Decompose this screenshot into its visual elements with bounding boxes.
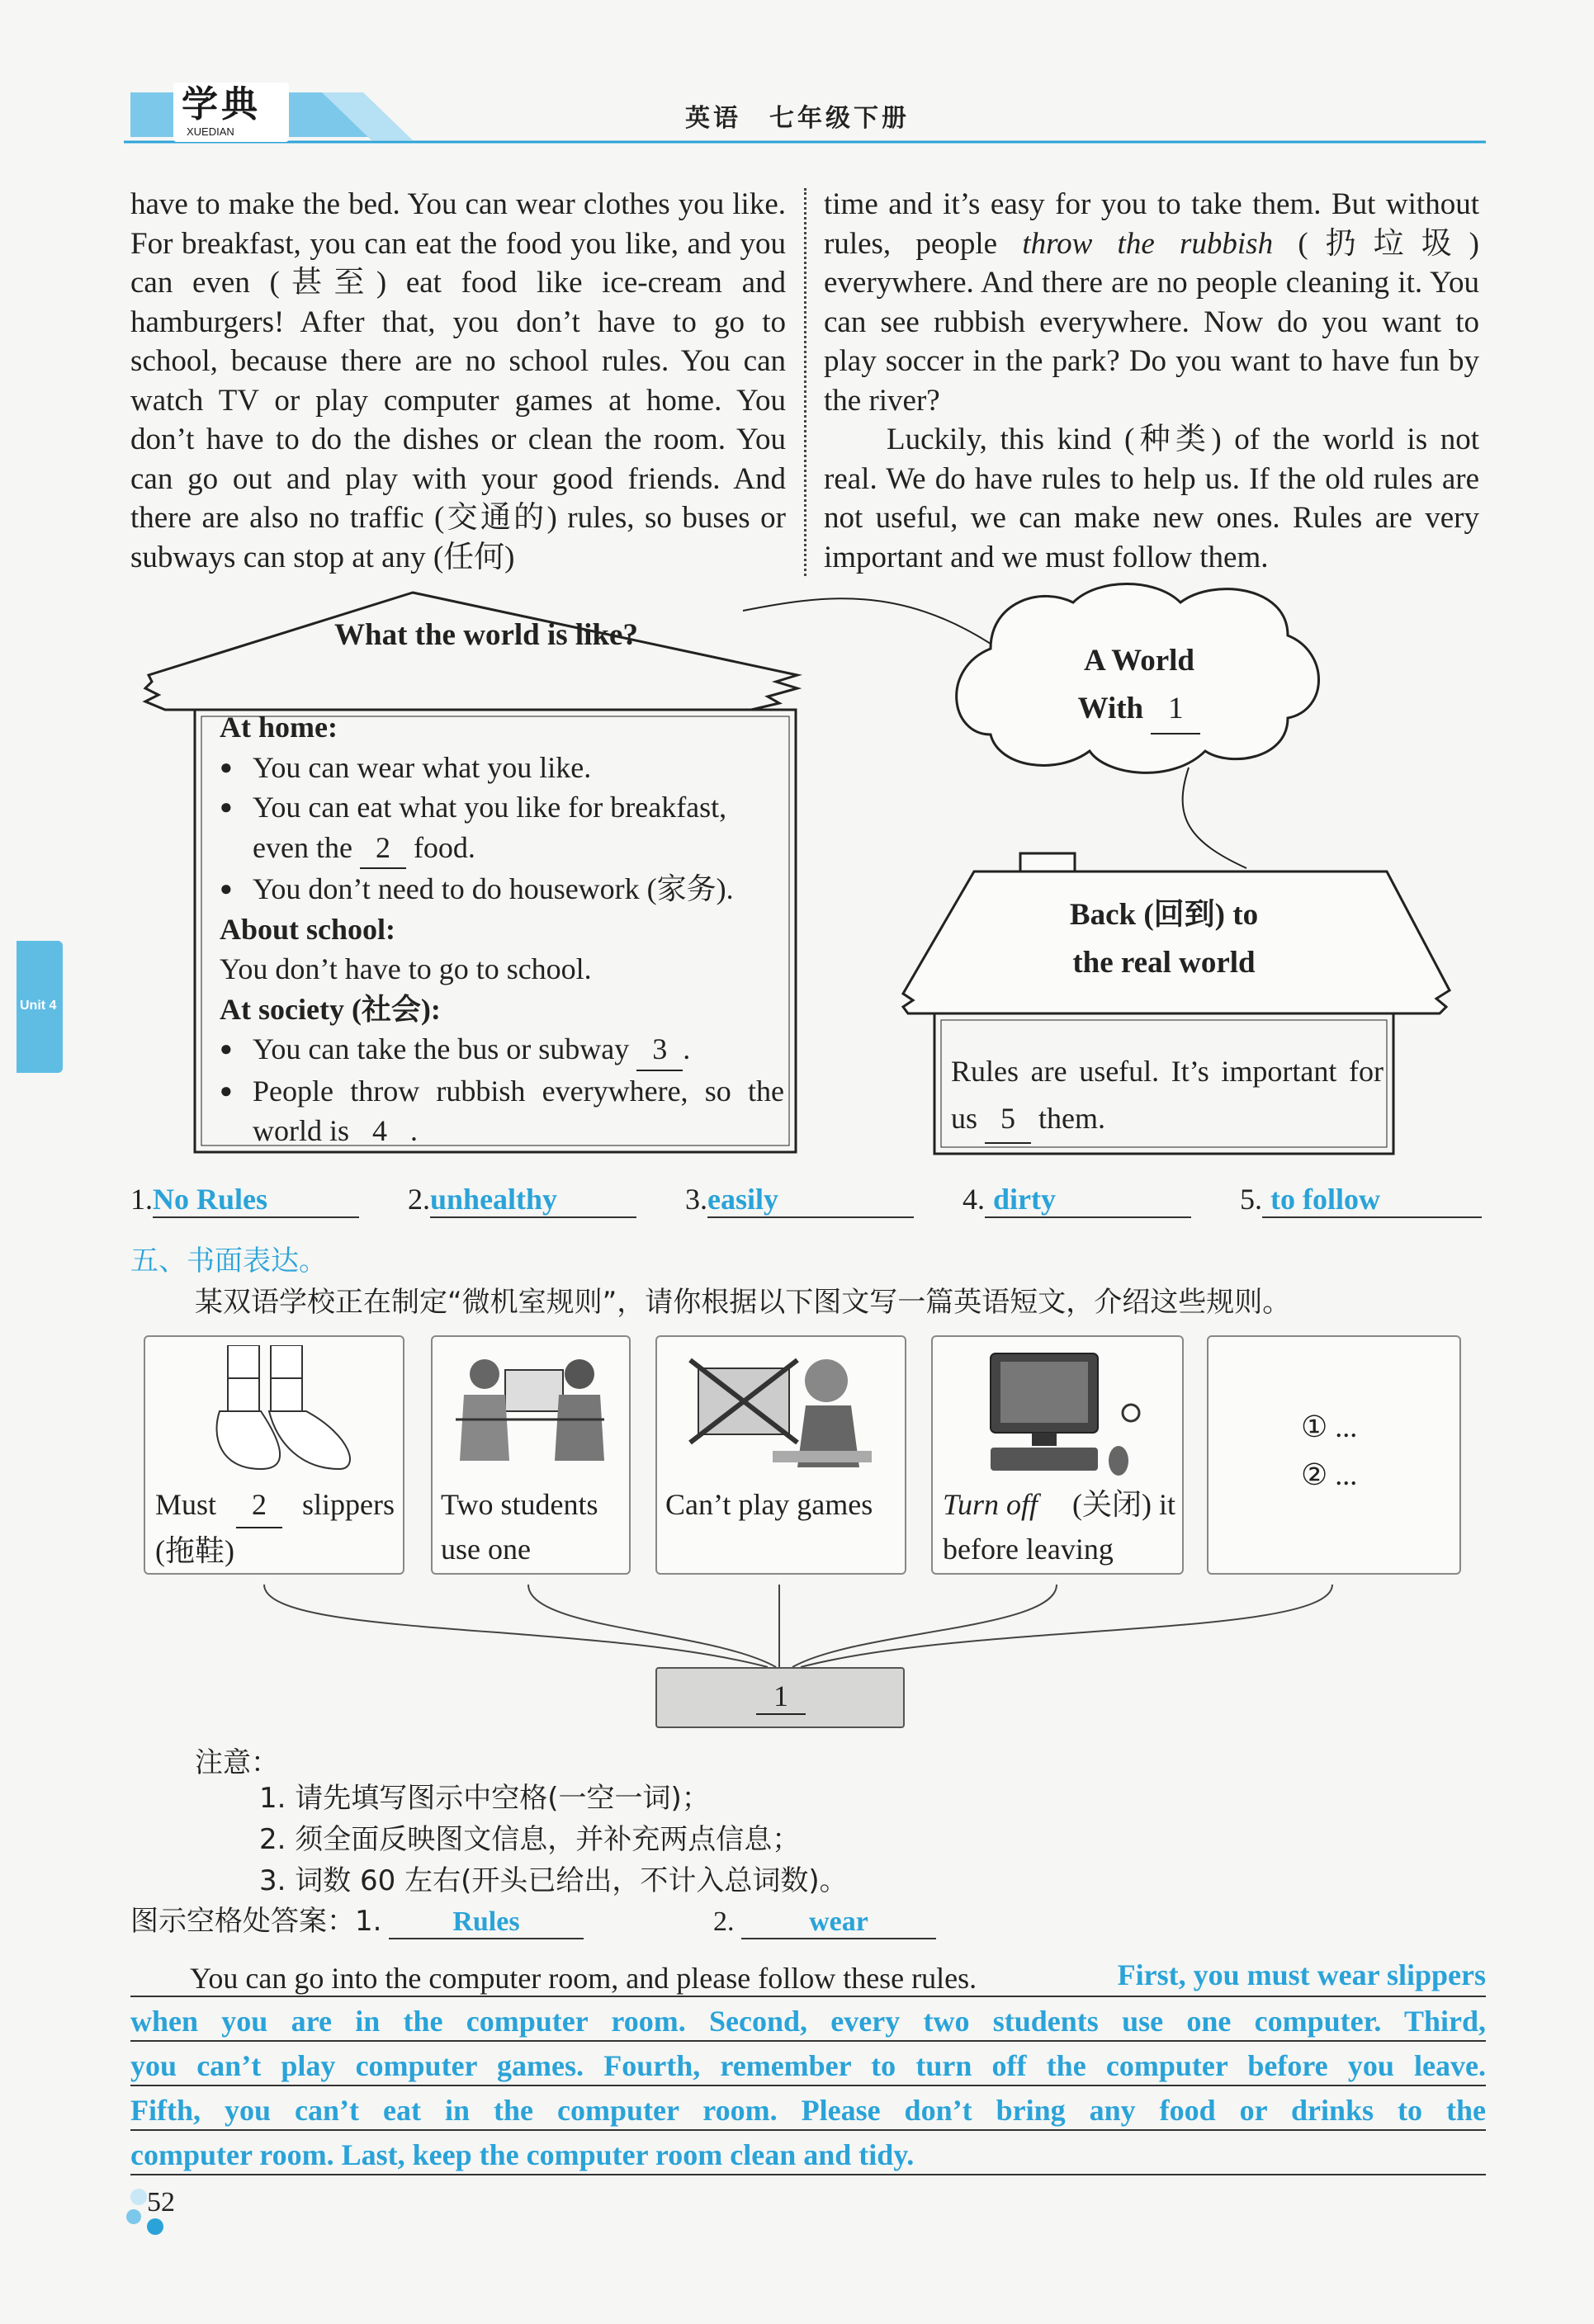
answers-row xyxy=(130,1182,1486,1231)
house-2-text: Rules are useful. It’s important for us 5 them. xyxy=(951,1048,1384,1144)
house-2-title-line-1: Back (回到) to xyxy=(1069,898,1259,932)
note-2: 2. 须全面反映图文信息，并补充两点信息； xyxy=(259,1823,801,1856)
subject-label: 英语 七年级下册 xyxy=(685,104,910,133)
blank-5: 5 xyxy=(985,1095,1031,1144)
blank-2: 2 xyxy=(360,828,406,870)
slippers-illustration xyxy=(195,1345,360,1486)
unit-side-tab-label: Unit 4 xyxy=(20,999,57,1013)
at-society-heading: At society (社会): xyxy=(220,992,441,1026)
section-5-prompt: 某双语学校正在制定“微机室规则”，请你根据以下图文写一篇英语短文，介绍这些规则。 xyxy=(195,1286,1291,1319)
notes-title: 注意： xyxy=(195,1746,279,1779)
passage-right-column xyxy=(824,185,1479,577)
essay-answer-1: First, you must wear slippers xyxy=(1117,1958,1486,1991)
card-extra-item-1: ① ... xyxy=(1301,1410,1358,1443)
essay-line-3: you can’t play computer games. Fourth, remember to turn off the computer before you leave. xyxy=(130,2040,1486,2086)
house-2-title xyxy=(999,891,1329,987)
answer-3: 3.easily xyxy=(685,1182,921,1218)
essay-start: You can go into the computer room, and please follow these rules. xyxy=(190,1962,977,1995)
society-item-2: ● People throw rubbish everywhere, so the world is 4 . xyxy=(220,1071,784,1153)
essay-line-5: computer room. Last, keep the computer room clean and tidy. xyxy=(130,2129,1486,2175)
passage-right-paragraph-2: Luckily, this kind (种类) of the world is not real. We do have rules to help us. If the old rules are not useful, we can make new ones. Rules are very important and we must follow them. xyxy=(824,423,1479,574)
card-no-games xyxy=(655,1335,906,1575)
essay-line-4: Fifth, you can’t eat in the computer room. Please don’t bring any food or drinks to the xyxy=(130,2085,1486,2131)
blank-answers-row: 图示空格处答案：1. Rules 2. wear xyxy=(130,1898,936,1939)
card-slippers-caption: Must 2 slippers (拖鞋) xyxy=(155,1482,395,1573)
society-list xyxy=(220,1029,784,1153)
house-2-title-line-2: the real world xyxy=(1072,946,1256,980)
center-box-blank: 1 xyxy=(756,1679,806,1715)
column-divider xyxy=(804,188,806,576)
notes-list xyxy=(259,1778,848,1901)
card-turn-off-caption: Turn off (关闭) it before leaving xyxy=(943,1488,1175,1566)
blank-answer-2: wear xyxy=(741,1906,936,1939)
cloud-text xyxy=(1065,637,1213,735)
cloud-line-1: A World xyxy=(1084,644,1194,678)
essay-line-2: when you are in the computer room. Second, every two students use one computer. Third, xyxy=(130,1996,1486,2042)
card-slippers xyxy=(144,1335,404,1575)
about-school-heading: About school: xyxy=(220,912,396,946)
blank-1: 1 xyxy=(1151,685,1200,735)
page-number: 52 xyxy=(147,2187,175,2218)
card-extra xyxy=(1207,1335,1461,1575)
logo-subtitle: XUEDIAN xyxy=(187,125,234,138)
card-two-students xyxy=(431,1335,631,1575)
blank-answer-1: Rules xyxy=(389,1906,584,1939)
connector-cloud-house xyxy=(1183,768,1246,868)
students-illustration xyxy=(447,1345,613,1486)
card-two-students-caption: Two students use one xyxy=(441,1488,598,1566)
passage-left-text: have to make the bed. You can wear clothes you like. For breakfast, you can eat the food you like, and you can even (甚至) eat food like ice-cream and hamburgers! After that, you don’t have to go to school, because there are no school rules. You can watch TV or play computer games at home. You don’t have to do the dishes or clean the room. You can go out and play with your good friends. And there are also no traffic (交通的) rules, so buses or subways can stop at any (任何) xyxy=(130,187,786,574)
home-item-1: ● You can wear what you like. xyxy=(220,748,784,788)
page-header xyxy=(124,83,1486,149)
house-1-title: What the world is like? xyxy=(334,618,638,652)
computer-illustration xyxy=(982,1345,1147,1486)
home-item-3: ● You don’t need to do housework (家务). xyxy=(220,869,784,909)
center-box xyxy=(655,1667,905,1728)
answer-2: 2.unhealthy xyxy=(408,1182,644,1218)
house-2-chimney xyxy=(1020,853,1075,873)
card-extra-item-2: ② ... xyxy=(1301,1458,1358,1491)
passage-left-column xyxy=(130,185,786,577)
answer-1: 1.No Rules xyxy=(130,1182,367,1218)
note-1: 1. 请先填写图示中空格(一空一词)； xyxy=(259,1782,710,1815)
connector-house-cloud xyxy=(743,598,991,644)
card-turn-off xyxy=(931,1335,1184,1575)
house-1-content xyxy=(220,707,784,1153)
no-games-illustration xyxy=(674,1344,888,1484)
school-item-1: You don’t have to go to school. xyxy=(220,952,592,985)
cloud-line-2: With 1 xyxy=(1065,685,1213,735)
passage-right-paragraph-1: time and it’s easy for you to take them. But without rules, people throw the rubbish (扔垃圾) everywhere. And there are no people cleaning it. You can see rubbish everywhere. Now do you want to play soccer in the park? Do you want to have fun by the river? xyxy=(824,187,1480,418)
note-3: 3. 词数 60 左右(开头已给出，不计入总词数)。 xyxy=(259,1864,848,1897)
answer-4: 4. dirty xyxy=(963,1182,1199,1218)
blank-3: 3 xyxy=(636,1029,683,1071)
home-item-2: ● You can eat what you like for breakfast, even the 2 food. xyxy=(220,787,784,869)
logo-badge xyxy=(173,83,289,142)
card-no-games-caption: Can’t play games xyxy=(665,1488,873,1521)
logo-title: 学典 xyxy=(182,83,261,125)
card-blank-2: 2 xyxy=(236,1482,282,1528)
society-item-1: ● You can take the bus or subway 3 . xyxy=(220,1029,784,1071)
blank-4: 4 xyxy=(357,1111,403,1153)
at-home-heading: At home: xyxy=(220,711,338,744)
answer-5: 5. to follow xyxy=(1240,1182,1486,1218)
section-5-heading: 五、书面表达。 xyxy=(130,1245,327,1278)
home-list xyxy=(220,748,784,909)
essay-line-1 xyxy=(130,1951,1486,1997)
